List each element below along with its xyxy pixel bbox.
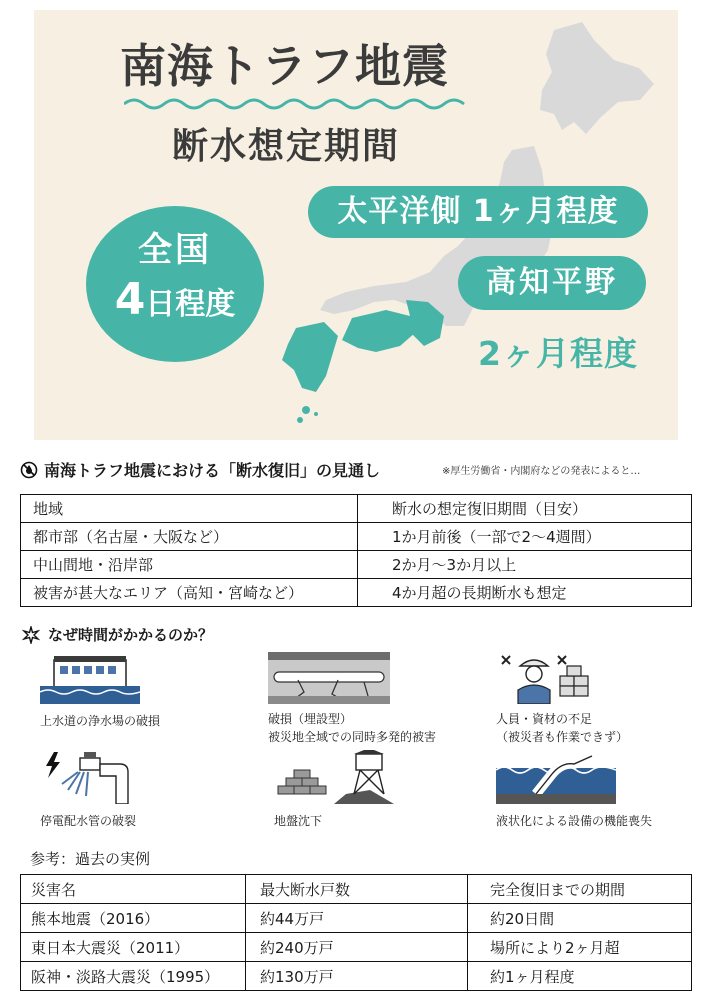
history-heading: 参考：過去の実例: [30, 850, 151, 868]
table-cell: 約1ヶ月程度: [468, 962, 692, 991]
no-water-icon: [20, 461, 38, 479]
table-row: [21, 523, 692, 551]
table-cell: 場所により2ヶ月超: [468, 933, 692, 962]
nationwide-unit: 日程度: [145, 287, 236, 322]
cause-item: [496, 750, 652, 830]
table-header-row: [21, 495, 692, 523]
source-note: ※厚生労働省・内閣府などの発表によると…: [442, 466, 641, 477]
cause-item: [40, 652, 160, 730]
map-kyushu: [282, 322, 338, 392]
map-shikoku: [342, 310, 416, 352]
liquefaction-icon: [496, 750, 616, 804]
pacific-side-pill: 太平洋側 1ヶ月程度: [308, 186, 648, 238]
map-island: [302, 406, 310, 414]
table-row: [21, 933, 692, 962]
outlook-table: [20, 494, 692, 607]
table-cell: 約20日間: [468, 904, 692, 933]
worker-shortage-icon: [496, 652, 596, 704]
table-row: [21, 962, 692, 991]
cause-caption: 液状化による設備の機能喪失: [496, 814, 653, 828]
table-cell: 約240万戸: [246, 933, 468, 962]
table-cell: 2か月〜3か月以上: [358, 551, 692, 579]
table-header-cell: 災害名: [21, 875, 246, 904]
cause-caption: 破損（埋設型）: [268, 712, 353, 726]
cause-caption: 停電配水管の破裂: [40, 814, 137, 828]
outlook-heading: [20, 458, 380, 481]
cause-caption: 地盤沈下: [274, 814, 323, 828]
table-cell: 熊本地震（2016）: [21, 904, 246, 933]
cause-item: [268, 652, 436, 746]
cause-caption: 人員・資材の不足: [496, 712, 593, 726]
table-cell: 被害が甚大なエリア（高知・宮崎など）: [21, 579, 358, 607]
cause-item: [496, 652, 628, 746]
cause-caption: 被災地全域での同時多発的被害: [268, 730, 437, 744]
history-table: [20, 874, 692, 991]
outlook-heading-text: 南海トラフ地震における「断水復旧」の見通し: [44, 461, 381, 480]
table-header-cell: 断水の想定復旧期間（目安）: [358, 495, 692, 523]
cause-item: [274, 750, 394, 830]
table-cell: 阪神・淡路大震災（1995）: [21, 962, 246, 991]
table-cell: 都市部（名古屋・大阪など）: [21, 523, 358, 551]
table-cell: 4か月超の長期断水も想定: [358, 579, 692, 607]
wave-underline: [124, 94, 470, 114]
nationwide-duration: [86, 274, 264, 325]
table-header-cell: 最大断水戸数: [246, 875, 468, 904]
subsidence-icon: [274, 750, 394, 804]
spark-icon: [22, 626, 40, 644]
why-heading: [22, 624, 213, 645]
cause-item: [40, 750, 140, 830]
table-cell: 1か月前後（一部で2〜4週間）: [358, 523, 692, 551]
table-cell: 約130万戸: [246, 962, 468, 991]
nationwide-badge: [86, 206, 264, 362]
table-cell: 東日本大震災（2011）: [21, 933, 246, 962]
table-header-cell: 完全復旧までの期間: [468, 875, 692, 904]
kochi-plain-pill: 高知平野: [458, 256, 646, 310]
water-plant-icon: [40, 652, 140, 704]
table-header-row: [21, 875, 692, 904]
table-cell: 約44万戸: [246, 904, 468, 933]
power-outage-pipe-icon: [40, 750, 140, 804]
nationwide-label: 全国: [138, 230, 212, 270]
hero-subtitle: 断水想定期間: [172, 126, 401, 167]
table-header-cell: 地域: [21, 495, 358, 523]
hero-title: 南海トラフ地震: [120, 39, 449, 93]
map-hokkaido: [540, 22, 654, 134]
cause-caption: 上水道の浄水場の破損: [40, 714, 161, 728]
table-row: [21, 551, 692, 579]
table-row: [21, 579, 692, 607]
buried-pipe-icon: [268, 652, 390, 704]
map-island: [297, 417, 303, 423]
why-heading-text: なぜ時間がかかるのか？: [48, 626, 214, 644]
map-island: [314, 412, 318, 416]
nationwide-days: 4: [114, 274, 146, 325]
table-cell: 中山間地・沿岸部: [21, 551, 358, 579]
kochi-duration: 2ヶ月程度: [478, 334, 638, 373]
table-row: [21, 904, 692, 933]
cause-caption: （被災者も作業できず）: [496, 730, 629, 744]
hero-panel: [34, 10, 678, 440]
